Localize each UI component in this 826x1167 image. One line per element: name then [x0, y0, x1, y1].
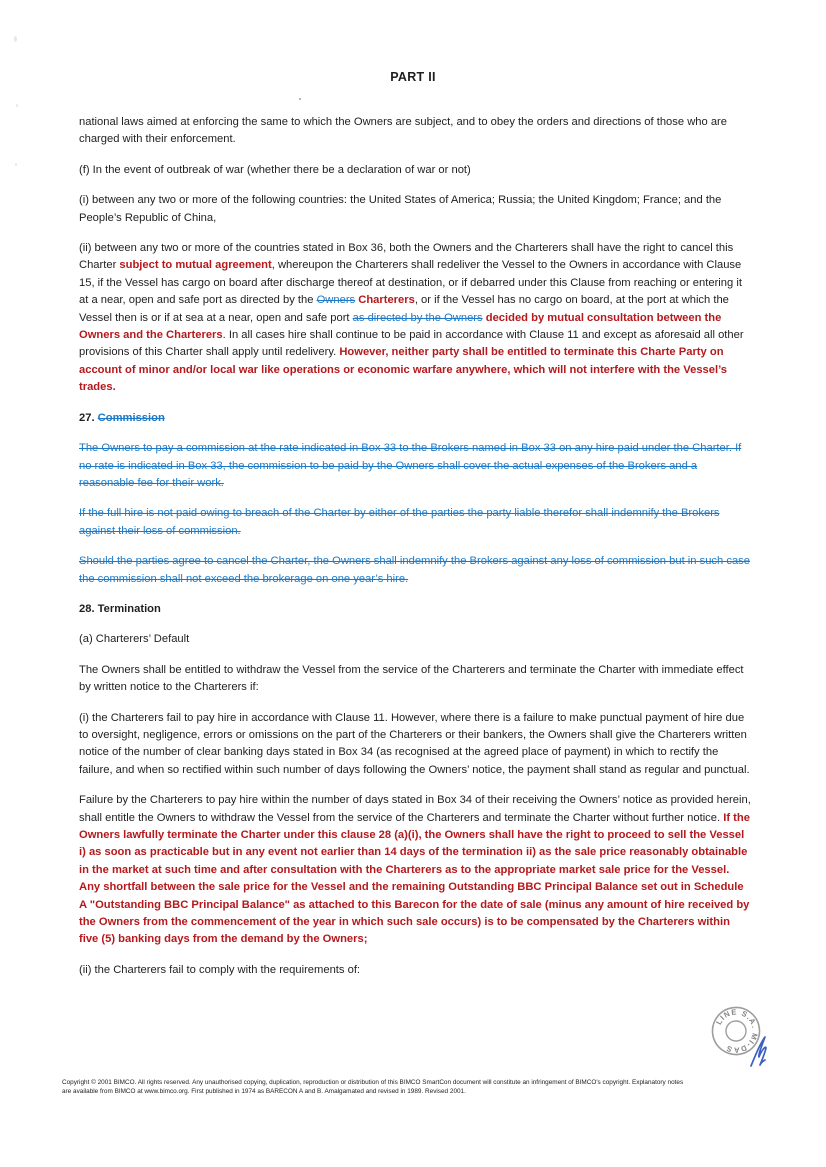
paragraph-commission-deleted-2	[79, 505, 751, 540]
text-segment-n: national laws aimed at enforcing the same to which the Owners are subject, and to obey the orders and directions of those who are charged with their enforcement.	[79, 116, 728, 146]
text-segment-n: (i) the Charterers fail to pay hire in accordance with Clause 11. However, where there is a failure to make punctual payment of hire due to oversight, negligence, errors or omissions on the part of the Charterers or their bankers, the Owners shall give the Charterers written notice of the number of clear banking days stated in Box 34 (as recognised at the agreed place of payment) in which to rectify the failure, and when so rectified within such number of days following the Owners’ notice, the payment shall stand as regular and punctual.	[79, 711, 750, 776]
paragraph-commission-deleted-1	[79, 440, 751, 492]
heading-clause-28-termination	[79, 601, 751, 618]
text-segment-red: If the Owners lawfully terminate the Charter under this clause 28 (a)(i), the Owners shall have the right to proceed to sell the Vessel i) as soon as practicable but in any event not earlier than 14 days of the termination ii) as the sale price reasonably obtainable in the market at such time and after consultation with the Charterers as to the appropriate market sale price for the Vessel. Any shortfall between the sale price for the Vessel and the remaining Outstanding BBC Principal Balance set out in Schedule A "Outstanding BBC Principal Balance" as attached to this Barecon for the date of sale (minus any amount of hire received by the Owners from the commencement of the year in which such sale occurs) is to be compensated by the Charterers within five (5) banking days from the demand by the Owners;	[79, 811, 750, 946]
text-segment-red: Charterers	[358, 294, 415, 307]
text-segment-n: The Owners shall be entitled to withdraw the Vessel from the service of the Charterers and terminate the Charter with immediate effect by written notice to the Charterers if:	[79, 663, 744, 694]
paragraph-i-fail-to-pay-hire	[79, 710, 751, 780]
paragraph-withdraw-vessel	[79, 662, 751, 697]
text-segment-bs: The Owners to pay a commission at the rate indicated in Box 33 to the Brokers named in Box 33 on any hire paid under the Charter. If no rate is indicated in Box 33, the commission to be paid by the Owners shall cover the actual expenses of the Brokers and a reasonable fee for their work.	[79, 442, 742, 489]
scan-artifact-speck	[16, 104, 18, 107]
paragraph-a-charterers-default	[79, 631, 751, 648]
text-segment-bsb: Commission	[97, 411, 165, 424]
text-segment-n: Failure by the Charterers to pay hire within the number of days stated in Box 34 of their receiving the Owners’ notice as provided herein, shall entitle the Owners to withdraw the Vessel from the service of the Charterers and terminate the Charter without further notice.	[79, 794, 751, 824]
text-segment-red: However, neither party shall be entitled to terminate this Charte Party on account of minor and/or local war like operations or economic warfare anywhere, which will not interfere with the Vessel’s trades.	[79, 346, 728, 394]
paragraph-failure-to-pay	[79, 792, 751, 949]
text-segment-n: (i) between any two or more of the following countries: the United States of America; Russia; the United Kingdom; France; and the People’s Republic of China,	[79, 194, 722, 224]
text-segment-n: (f) In the event of outbreak of war (whether there be a declaration of war or not)	[79, 163, 471, 176]
paragraph-i-countries	[79, 192, 751, 227]
pen-squiggle-icon	[744, 1032, 782, 1072]
paragraph-ii-cancel-charter	[79, 240, 751, 397]
page-footer	[62, 1078, 762, 1096]
page-title: PART II	[390, 70, 436, 84]
paragraph-national-laws	[79, 114, 751, 149]
text-segment-n: (ii) the Charterers fail to comply with the requirements of:	[79, 963, 361, 976]
text-segment-b: 28. Termination	[79, 602, 161, 615]
text-segment-red: decided by mutual consultation between the Owners and the Charterers	[79, 311, 722, 342]
stamp-text: LINE S.A. MI-DAS	[714, 1007, 760, 1055]
text-segment-n: . In all cases hire shall continue to be paid in accordance with Clause 11 and except as aforesaid all other provisions of this Charter shall apply until redelivery.	[79, 329, 744, 359]
document-body	[79, 114, 751, 992]
paragraph-commission-deleted-3	[79, 553, 751, 588]
scan-artifact-speck	[15, 163, 17, 166]
text-segment-bs: Should the parties agree to cancel the Charter, the Owners shall indemnify the Brokers against any loss of commission but in such case the commission shall not exceed the brokerage on one year’s hire.	[79, 555, 750, 585]
paragraph-f-outbreak-of-war	[79, 162, 751, 179]
scan-artifact-speck	[14, 36, 17, 42]
text-segment-n: , or if the Vessel has no cargo on board, at the port at which the Vessel then is or if at sea at a near, open and safe port	[79, 294, 729, 324]
footer-line: are available from BIMCO at www.bimco.org. First published in 1974 as BARECON A and B. Amalgamated and revised in 1989. Revised 2001.	[62, 1088, 466, 1095]
text-segment-b: 27.	[79, 411, 98, 424]
text-segment-n: (ii) between any two or more of the countries stated in Box 36, both the Owners and the Charterers shall have the right to cancel this Charter	[79, 242, 734, 272]
text-segment-bs: Owners	[316, 294, 356, 307]
scan-artifact-dot	[299, 98, 301, 100]
text-segment-bs: as directed by the Owners	[352, 311, 483, 324]
paragraph-ii-fail-to-comply	[79, 962, 751, 979]
signature-initial-mark	[744, 1032, 782, 1072]
text-segment-n: , whereupon the Charterers shall redeliver the Vessel to the Owners in accordance with Clause 15, if the Vessel has cargo on board after discharge thereof at destination, or if debarred under this Clause from reaching or entering it at a near, open and safe port as directed by the	[79, 259, 742, 307]
footer-line: Copyright © 2001 BIMCO. All rights reserved. Any unauthorised copying, duplication, reproduction or distribution of this BIMCO SmartCon document will constitute an infringement of BIMCO's copyright. Explanatory notes	[62, 1079, 684, 1086]
text-segment-red: subject to mutual agreement	[119, 259, 272, 272]
text-segment-bs: If the full hire is not paid owing to breach of the Charter by either of the parties the party liable therefor shall indemnify the Brokers against their loss of commission.	[79, 507, 720, 537]
text-segment-n: (a) Charterers’ Default	[79, 633, 190, 646]
heading-clause-27-commission	[79, 410, 751, 427]
